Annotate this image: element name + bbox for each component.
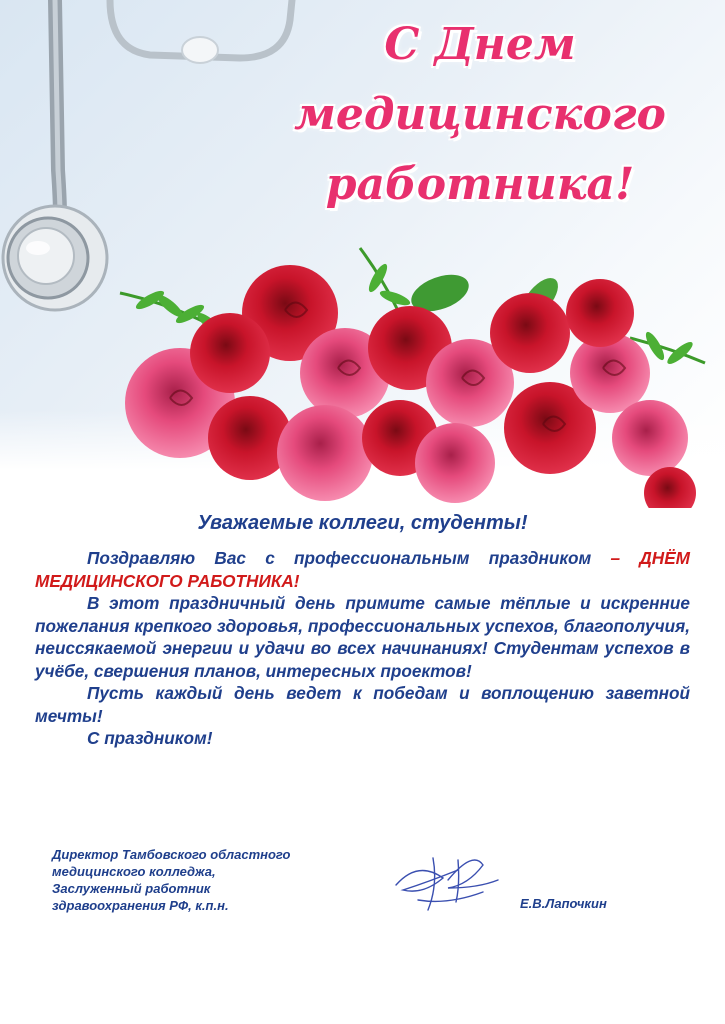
paragraph-wishes: В этот праздничный день примите самые тёплые и искренние пожелания крепкого здоровья, профессиональных успехов, благополучия, неиссякаемой энергии и удачи во всех начинаниях! Студентам успехов в учёбе, свершения планов, интересных проектов! — [35, 593, 690, 681]
title-line-2: медицинского — [294, 89, 666, 140]
paragraph-congratulations — [35, 547, 690, 592]
holiday-name-accent: – ДНЁМ МЕДИЦИНСКОГО РАБОТНИКА! — [35, 548, 690, 591]
page-title — [250, 10, 710, 220]
roses-bouquet-image — [110, 238, 710, 508]
title-line-3: работника! — [325, 159, 635, 210]
paragraph-closing: С праздником! — [87, 728, 213, 748]
paragraph-1-intro: Поздравляю Вас с профессиональным праздником — [87, 548, 611, 568]
letter-content — [35, 512, 690, 750]
title-line-1: С Днем — [384, 19, 576, 70]
signatory-position — [52, 846, 352, 914]
handwritten-signature — [388, 840, 508, 920]
signatory-line-2: медицинского колледжа, — [52, 864, 216, 879]
greeting: Уважаемые коллеги, студенты! — [197, 512, 528, 534]
signatory-line-1: Директор Тамбовского областного — [52, 847, 291, 862]
paragraph-victories: Пусть каждый день ведет к победам и воплощению заветной мечты! — [35, 683, 690, 726]
signer-name: Е.В.Лапочкин — [520, 896, 607, 911]
signatory-line-3: Заслуженный работник — [52, 881, 211, 896]
signatory-line-4: здравоохранения РФ, к.п.н. — [52, 898, 229, 913]
